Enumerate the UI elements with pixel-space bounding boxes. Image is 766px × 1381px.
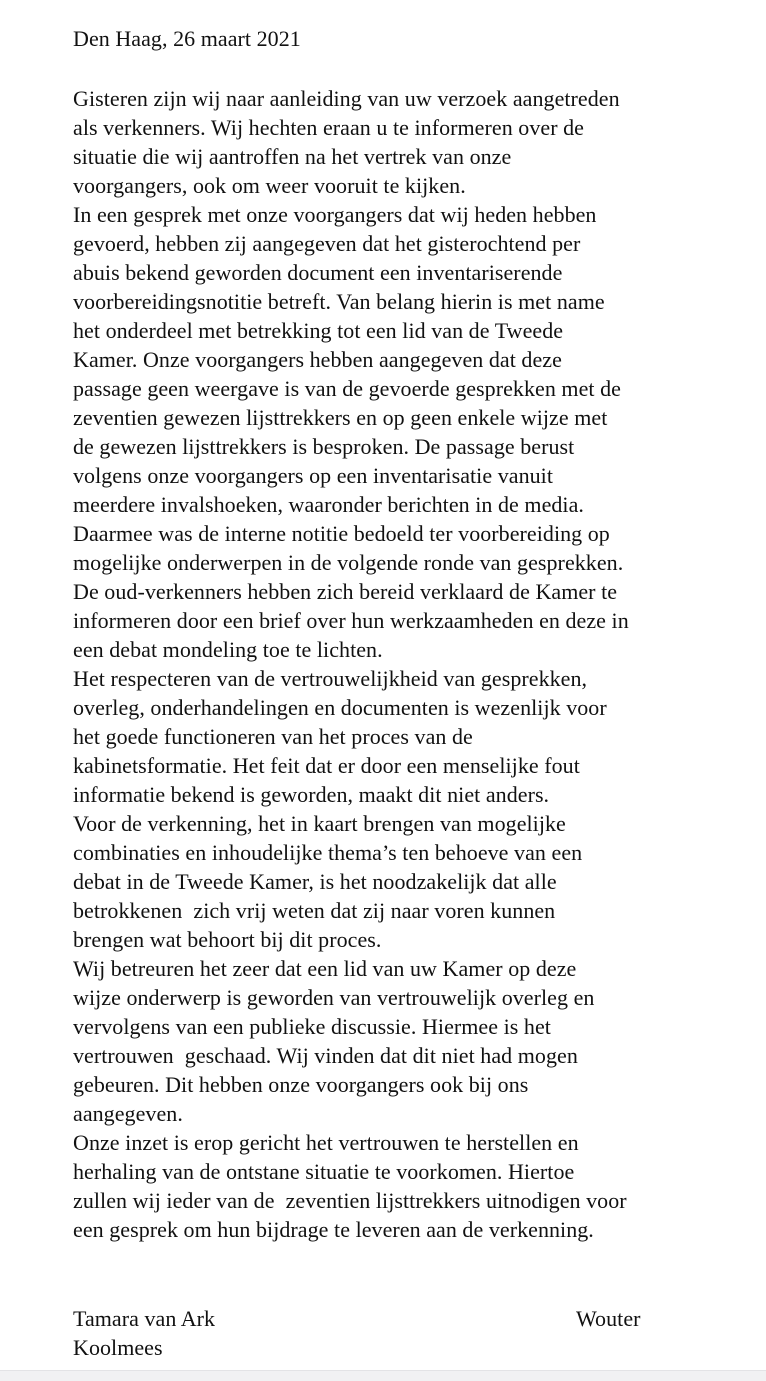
body-line: herhaling van de ontstane situatie te voorkomen. Hiertoe bbox=[73, 1159, 575, 1184]
body-line: overleg, onderhandelingen en documenten is wezenlijk voor bbox=[73, 695, 607, 720]
body-line: passage geen weergave is van de gevoerde gesprekken met de bbox=[73, 376, 621, 401]
body-line: het onderdeel met betrekking tot een lid van de Tweede bbox=[73, 318, 564, 343]
body-line: mogelijke onderwerpen in de volgende ronde van gesprekken. bbox=[73, 550, 624, 575]
body-line: situatie die wij aantroffen na het vertrek van onze bbox=[73, 144, 512, 169]
body-line: een gesprek om hun bijdrage te leveren aan de verkenning. bbox=[73, 1217, 594, 1242]
body-line: zullen wij ieder van de zeventien lijsttrekkers uitnodigen voor bbox=[73, 1188, 627, 1213]
bottom-scroll-edge bbox=[0, 1370, 766, 1381]
body-line: vertrouwen geschaad. Wij vinden dat dit niet had mogen bbox=[73, 1043, 578, 1068]
body-line: De oud-verkenners hebben zich bereid verklaard de Kamer te bbox=[73, 579, 618, 604]
body-line: informatie bekend is geworden, maakt dit niet anders. bbox=[73, 782, 550, 807]
body-line: betrokkenen zich vrij weten dat zij naar voren kunnen bbox=[73, 898, 556, 923]
body-line: Voor de verkenning, het in kaart brengen van mogelijke bbox=[73, 811, 566, 836]
body-line: meerdere invalshoeken, waaronder berichten in de media. bbox=[73, 492, 584, 517]
body-line: gevoerd, hebben zij aangegeven dat het gisterochtend per bbox=[73, 231, 581, 256]
signature-continuation: Koolmees bbox=[73, 1335, 163, 1360]
body-line: Onze inzet is erop gericht het vertrouwen te herstellen en bbox=[73, 1130, 579, 1155]
body-line: wijze onderwerp is geworden van vertrouwelijk overleg en bbox=[73, 985, 595, 1010]
body-line: informeren door een brief over hun werkzaamheden en deze in bbox=[73, 608, 629, 633]
date-line: Den Haag, 26 maart 2021 bbox=[73, 26, 301, 51]
body-line: Wij betreuren het zeer dat een lid van uw Kamer op deze bbox=[73, 956, 577, 981]
body-line: de gewezen lijsttrekkers is besproken. De passage berust bbox=[73, 434, 575, 459]
body-line: volgens onze voorgangers op een inventarisatie vanuit bbox=[73, 463, 553, 488]
body-line: een debat mondeling toe te lichten. bbox=[73, 637, 383, 662]
body-line: vervolgens van een publieke discussie. Hiermee is het bbox=[73, 1014, 551, 1039]
body-line: voorgangers, ook om weer vooruit te kijken. bbox=[73, 173, 466, 198]
body-line: Gisteren zijn wij naar aanleiding van uw verzoek aangetreden bbox=[73, 86, 620, 111]
body-line: als verkenners. Wij hechten eraan u te informeren over de bbox=[73, 115, 584, 140]
signature-left: Tamara van Ark bbox=[73, 1306, 216, 1331]
body-line: In een gesprek met onze voorgangers dat wij heden hebben bbox=[73, 202, 597, 227]
body-line: zeventien gewezen lijsttrekkers en op geen enkele wijze met bbox=[73, 405, 608, 430]
body-line: combinaties en inhoudelijke thema’s ten behoeve van een bbox=[73, 840, 583, 865]
body-line: debat in de Tweede Kamer, is het noodzakelijk dat alle bbox=[73, 869, 557, 894]
body-line: voorbereidingsnotitie betreft. Van belang hierin is met name bbox=[73, 289, 605, 314]
body-line: het goede functioneren van het proces van de bbox=[73, 724, 473, 749]
body-line: brengen wat behoort bij dit proces. bbox=[73, 927, 382, 952]
body-line: abuis bekend geworden document een inventariserende bbox=[73, 260, 563, 285]
body-line: Het respecteren van de vertrouwelijkheid van gesprekken, bbox=[73, 666, 588, 691]
body-line: Daarmee was de interne notitie bedoeld ter voorbereiding op bbox=[73, 521, 610, 546]
body-line: aangegeven. bbox=[73, 1101, 183, 1126]
body-line: Kamer. Onze voorgangers hebben aangegeven dat deze bbox=[73, 347, 562, 372]
body-line: kabinetsformatie. Het feit dat er door een menselijke fout bbox=[73, 753, 580, 778]
signature-right: Wouter bbox=[576, 1306, 641, 1331]
body-line: gebeuren. Dit hebben onze voorgangers ook bij ons bbox=[73, 1072, 529, 1097]
